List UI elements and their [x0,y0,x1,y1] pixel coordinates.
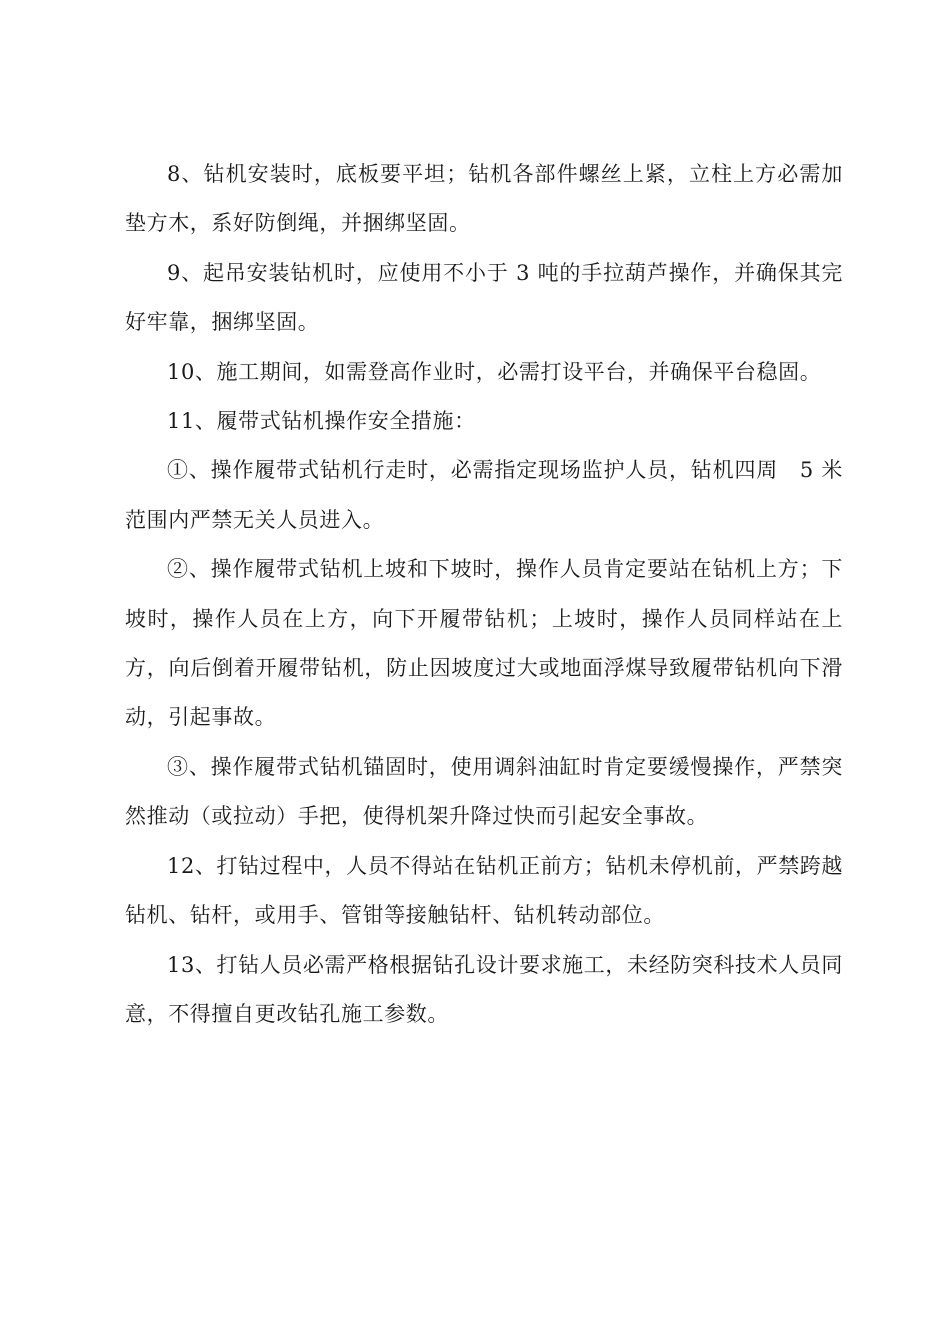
paragraph-item-10: 10、施工期间，如需登高作业时，必需打设平台，并确保平台稳固。 [167,359,822,384]
paragraph-item-9: 9、起吊安装钻机时，应使用不小于 3 吨的手拉葫芦操作，并确保其完好牢靠，捆绑坚固。 [125,260,843,335]
paragraph-item-11: 11、履带式钻机操作安全措施： [167,409,476,434]
paragraph-subitem-3: ③、操作履带式钻机锚固时，使用调斜油缸时肯定要缓慢操作，严禁突然推动（或拉动）手把，使得机架升降过快而引起安全事故。 [125,754,843,829]
paragraph-subitem-2: ②、操作履带式钻机上坡和下坡时，操作人员肯定要站在钻机上方；下坡时，操作人员在上方，向下开履带钻机；上坡时，操作人员同样站在上方，向后倒着开履带钻机，防止因坡度过大或地面浮煤导致履带钻机向下滑动，引起事故。 [125,557,843,730]
paragraph-item-13: 13、打钻人员必需严格根据钻孔设计要求施工，未经防突科技术人员同意，不得擅自更改钻孔施工参数。 [125,952,843,1026]
paragraph-subitem-1: ①、操作履带式钻机行走时，必需指定现场监护人员，钻机四周 5 米范围内严禁无关人员进入。 [125,458,843,532]
paragraph-item-8: 8、钻机安装时，底板要平坦；钻机各部件螺丝上紧，立柱上方必需加垫方木，系好防倒绳，并捆绑坚固。 [125,162,843,236]
paragraph-item-12: 12、打钻过程中，人员不得站在钻机正前方；钻机未停机前，严禁跨越钻机、钻杆，或用手、管钳等接触钻杆、钻机转动部位。 [125,853,843,928]
document-body [125,150,843,1039]
